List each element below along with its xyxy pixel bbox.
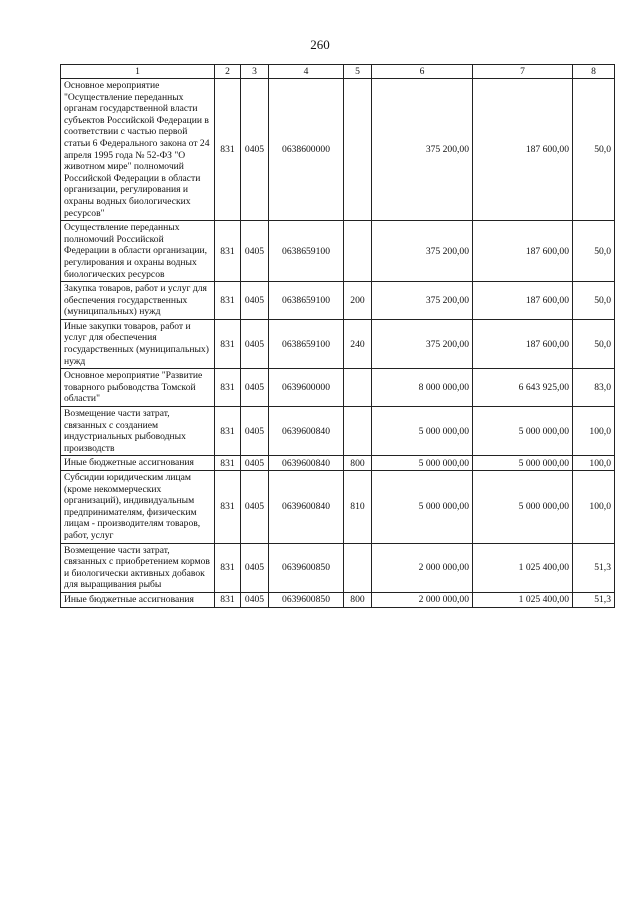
cell-planned-amount: 5 000 000,00 (372, 471, 473, 544)
cell-percent: 50,0 (573, 282, 615, 320)
column-header: 6 (372, 65, 473, 79)
cell-target-article: 0639600840 (269, 407, 344, 456)
cell-executed-amount: 5 000 000,00 (473, 471, 573, 544)
row-description: Основное мероприятие "Осуществление переданных органам государственной власти субъектов Российской Федерации в соответствии с частью первой статьи 6 Федерального закона от 24 апреля 1995 года № 52-ФЗ "О животном мире" полномочий Российской Федерации в области организации, регулирования и охраны водных биологических ресурсов" (61, 79, 215, 221)
cell-planned-amount: 375 200,00 (372, 319, 473, 368)
cell-ministry-code: 831 (215, 592, 241, 607)
budget-table (60, 64, 615, 608)
column-header: 1 (61, 65, 215, 79)
cell-section-code: 0405 (241, 456, 269, 471)
cell-expense-type: 240 (344, 319, 372, 368)
cell-percent: 51,3 (573, 592, 615, 607)
cell-section-code: 0405 (241, 79, 269, 221)
cell-percent: 100,0 (573, 407, 615, 456)
row-description: Иные бюджетные ассигнования (61, 456, 215, 471)
cell-planned-amount: 375 200,00 (372, 79, 473, 221)
cell-ministry-code: 831 (215, 319, 241, 368)
cell-planned-amount: 5 000 000,00 (372, 407, 473, 456)
cell-expense-type (344, 221, 372, 282)
cell-executed-amount: 1 025 400,00 (473, 592, 573, 607)
column-header: 3 (241, 65, 269, 79)
cell-expense-type: 810 (344, 471, 372, 544)
cell-percent: 50,0 (573, 319, 615, 368)
cell-expense-type (344, 369, 372, 407)
table-row (61, 369, 615, 407)
cell-section-code: 0405 (241, 592, 269, 607)
cell-section-code: 0405 (241, 369, 269, 407)
row-description: Осуществление переданных полномочий Российской Федерации в области организации, регулирования и охраны водных биологических ресурсов (61, 221, 215, 282)
cell-expense-type (344, 79, 372, 221)
column-header: 4 (269, 65, 344, 79)
cell-planned-amount: 5 000 000,00 (372, 456, 473, 471)
cell-ministry-code: 831 (215, 221, 241, 282)
cell-ministry-code: 831 (215, 282, 241, 320)
table-row (61, 543, 615, 592)
cell-expense-type (344, 407, 372, 456)
cell-target-article: 0638600000 (269, 79, 344, 221)
row-description: Субсидии юридическим лицам (кроме некоммерческих организаций), индивидуальным предпринимателям, физическим лицам - производителям товаров, работ, услуг (61, 471, 215, 544)
cell-section-code: 0405 (241, 282, 269, 320)
row-description: Основное мероприятие "Развитие товарного рыбоводства Томской области" (61, 369, 215, 407)
cell-executed-amount: 1 025 400,00 (473, 543, 573, 592)
cell-section-code: 0405 (241, 319, 269, 368)
cell-section-code: 0405 (241, 221, 269, 282)
table-row (61, 407, 615, 456)
row-description: Возмещение части затрат, связанных с созданием индустриальных рыбоводных производств (61, 407, 215, 456)
cell-executed-amount: 6 643 925,00 (473, 369, 573, 407)
cell-expense-type: 200 (344, 282, 372, 320)
cell-executed-amount: 5 000 000,00 (473, 456, 573, 471)
cell-executed-amount: 187 600,00 (473, 319, 573, 368)
cell-target-article: 0639600850 (269, 592, 344, 607)
cell-ministry-code: 831 (215, 79, 241, 221)
cell-percent: 51,3 (573, 543, 615, 592)
cell-planned-amount: 8 000 000,00 (372, 369, 473, 407)
cell-executed-amount: 187 600,00 (473, 282, 573, 320)
cell-target-article: 0639600850 (269, 543, 344, 592)
cell-planned-amount: 375 200,00 (372, 221, 473, 282)
cell-planned-amount: 375 200,00 (372, 282, 473, 320)
cell-expense-type: 800 (344, 592, 372, 607)
cell-percent: 83,0 (573, 369, 615, 407)
cell-target-article: 0639600840 (269, 456, 344, 471)
table-row (61, 282, 615, 320)
cell-ministry-code: 831 (215, 407, 241, 456)
cell-section-code: 0405 (241, 471, 269, 544)
cell-section-code: 0405 (241, 407, 269, 456)
table-row (61, 221, 615, 282)
page-number: 260 (310, 37, 330, 52)
cell-ministry-code: 831 (215, 471, 241, 544)
cell-expense-type: 800 (344, 456, 372, 471)
row-description: Иные закупки товаров, работ и услуг для обеспечения государственных (муниципальных) нужд (61, 319, 215, 368)
cell-planned-amount: 2 000 000,00 (372, 543, 473, 592)
cell-target-article: 0639600000 (269, 369, 344, 407)
cell-executed-amount: 187 600,00 (473, 79, 573, 221)
cell-percent: 50,0 (573, 79, 615, 221)
cell-target-article: 0638659100 (269, 221, 344, 282)
cell-section-code: 0405 (241, 543, 269, 592)
cell-ministry-code: 831 (215, 369, 241, 407)
cell-planned-amount: 2 000 000,00 (372, 592, 473, 607)
column-header: 7 (473, 65, 573, 79)
table-row (61, 456, 615, 471)
cell-executed-amount: 5 000 000,00 (473, 407, 573, 456)
cell-target-article: 0639600840 (269, 471, 344, 544)
cell-ministry-code: 831 (215, 543, 241, 592)
row-description: Закупка товаров, работ и услуг для обеспечения государственных (муниципальных) нужд (61, 282, 215, 320)
cell-percent: 50,0 (573, 221, 615, 282)
cell-target-article: 0638659100 (269, 319, 344, 368)
table-row (61, 592, 615, 607)
cell-target-article: 0638659100 (269, 282, 344, 320)
cell-executed-amount: 187 600,00 (473, 221, 573, 282)
column-header: 8 (573, 65, 615, 79)
row-description: Возмещение части затрат, связанных с приобретением кормов и биологически активных добавок для выращивания рыбы (61, 543, 215, 592)
column-header: 2 (215, 65, 241, 79)
header-row (61, 65, 615, 79)
table-row (61, 471, 615, 544)
table-row (61, 79, 615, 221)
cell-percent: 100,0 (573, 471, 615, 544)
cell-ministry-code: 831 (215, 456, 241, 471)
row-description: Иные бюджетные ассигнования (61, 592, 215, 607)
cell-expense-type (344, 543, 372, 592)
table-row (61, 319, 615, 368)
cell-percent: 100,0 (573, 456, 615, 471)
column-header: 5 (344, 65, 372, 79)
